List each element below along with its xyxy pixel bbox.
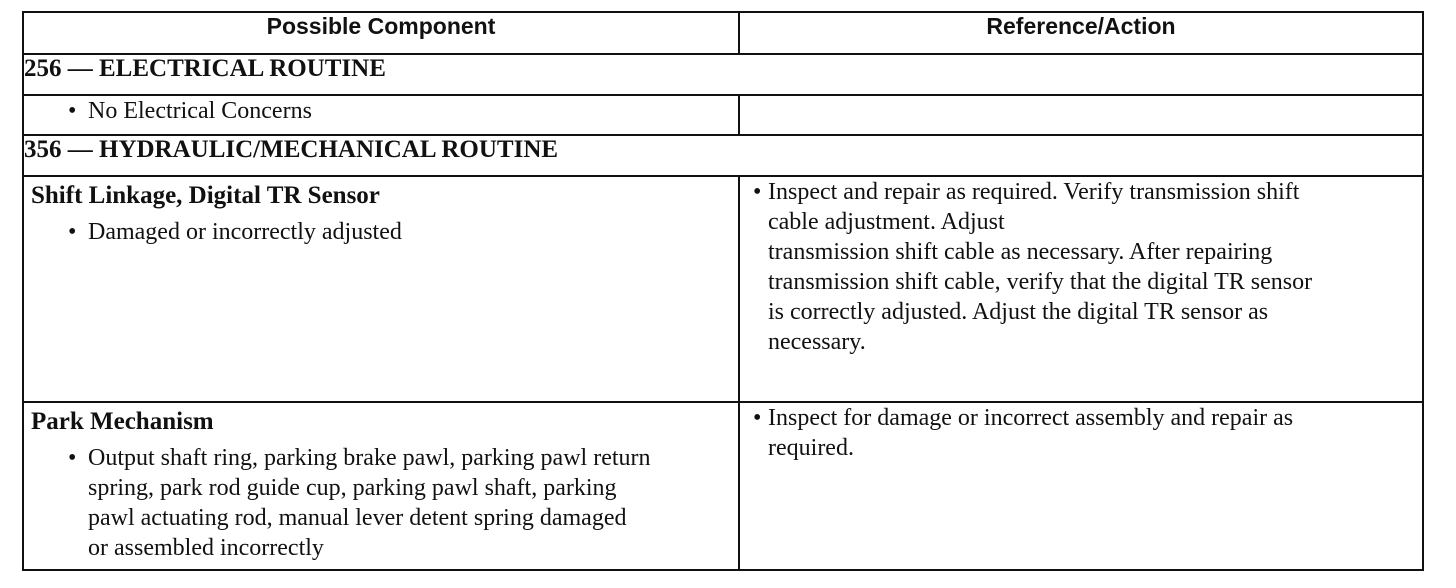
- action-line: transmission shift cable, verify that the digital TR sensor: [768, 269, 1313, 295]
- table-header-row: [23, 12, 1423, 54]
- condition-line: Output shaft ring, parking brake pawl, parking pawl return: [88, 445, 651, 471]
- bullet-icon: •: [68, 98, 77, 124]
- section-row-electrical: [23, 54, 1423, 95]
- column-header-component: Possible Component: [23, 12, 739, 54]
- action-line: transmission shift cable as necessary. After repairing: [768, 239, 1273, 265]
- bullet-icon: •: [753, 179, 762, 205]
- diagnostic-table: [22, 11, 1424, 571]
- bullet-icon: •: [68, 445, 77, 471]
- table-row: [23, 95, 1423, 135]
- component-heading: Shift Linkage, Digital TR Sensor: [31, 182, 380, 209]
- component-cell: [23, 176, 739, 402]
- list-item: [24, 217, 738, 247]
- section-title-hydraulic: 356 — HYDRAULIC/MECHANICAL ROUTINE: [23, 135, 1423, 176]
- reference-cell: [739, 176, 1423, 402]
- condition-line: pawl actuating rod, manual lever detent spring damaged: [88, 505, 627, 531]
- condition-line: spring, park rod guide cup, parking pawl shaft, parking: [88, 475, 617, 501]
- action-text: [740, 177, 1422, 357]
- component-heading: Park Mechanism: [31, 408, 214, 435]
- section-title-electrical: 256 — ELECTRICAL ROUTINE: [23, 54, 1423, 95]
- component-cell: [23, 95, 739, 135]
- action-line: cable adjustment. Adjust: [768, 209, 1005, 235]
- reference-cell: [739, 402, 1423, 570]
- condition-line: or assembled incorrectly: [88, 535, 324, 561]
- component-cell: [23, 402, 739, 570]
- component-condition: No Electrical Concerns: [88, 98, 312, 124]
- action-text: [740, 403, 1422, 463]
- action-line: required.: [768, 435, 854, 461]
- bullet-icon: •: [68, 219, 77, 245]
- table-row: [23, 176, 1423, 402]
- list-item: [24, 443, 738, 563]
- table-row: [23, 402, 1423, 570]
- list-item: [24, 96, 738, 126]
- action-line: Inspect for damage or incorrect assembly and repair as: [768, 405, 1294, 431]
- action-line: necessary.: [768, 329, 866, 355]
- column-header-reference: Reference/Action: [739, 12, 1423, 54]
- section-row-hydraulic: [23, 135, 1423, 176]
- bullet-icon: •: [753, 405, 762, 431]
- action-line: is correctly adjusted. Adjust the digital TR sensor as: [768, 299, 1269, 325]
- component-condition: Damaged or incorrectly adjusted: [88, 219, 402, 245]
- reference-cell-empty: [739, 95, 1423, 135]
- action-line: Inspect and repair as required. Verify transmission shift: [768, 179, 1300, 205]
